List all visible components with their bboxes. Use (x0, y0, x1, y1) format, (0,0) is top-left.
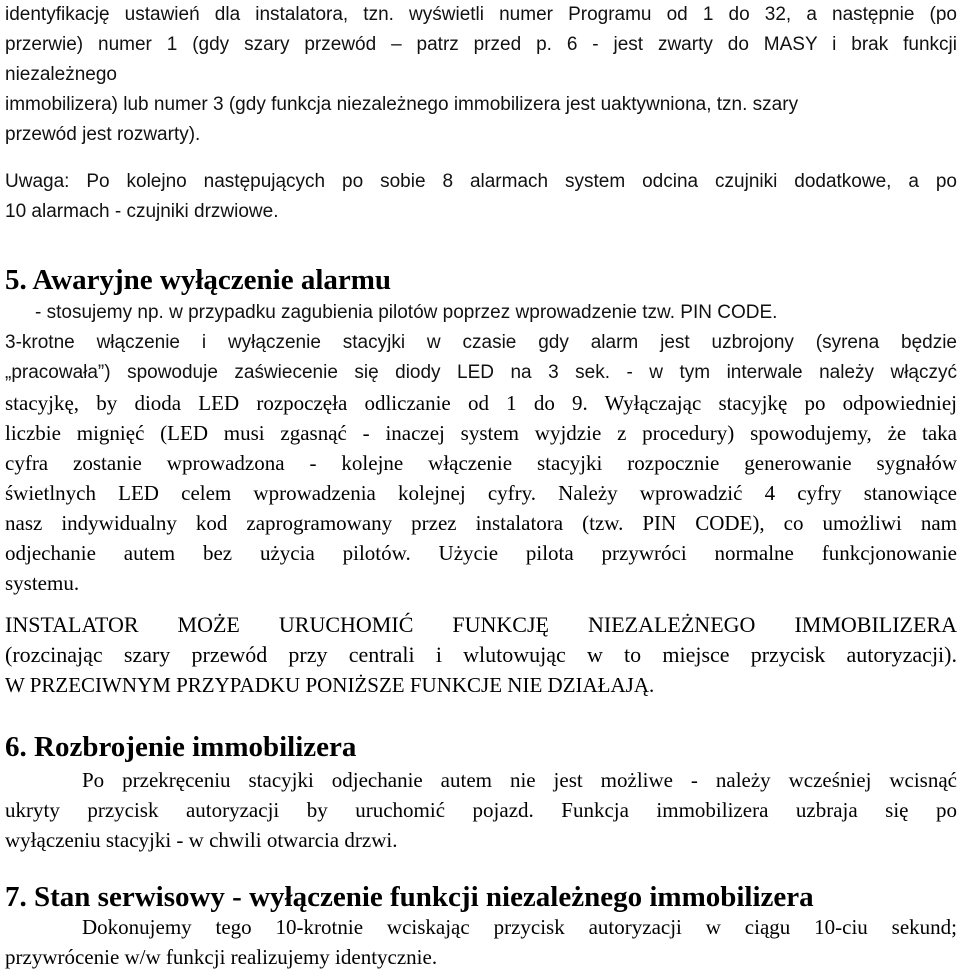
section-5-line-5: liczbie mignięć (LED musi zgasnąć - inaczej system wyjdzie z procedury) spowodujemy, że taka (5, 421, 957, 445)
warning-note (5, 167, 957, 227)
section-5-line-7: świetlnych LED celem wprowadzenia kolejnej cyfry. Należy wprowadzić 4 cyfry stanowiące (5, 481, 957, 505)
intro-line-4: immobilizera) lub numer 3 (gdy funkcja niezależnego immobilizera jest uaktywniona, tzn. szary (5, 94, 799, 115)
section-5-line-6: cyfra zostanie wprowadzona - kolejne włączenie stacyjki rozpocznie generowanie sygnałów (5, 451, 957, 475)
section-6-line-1: Po przekręceniu stacyjki odjechanie autem nie jest możliwe - należy wcześniej wcisnąć (82, 768, 957, 792)
installer-note-line-2: (rozcinając szary przewód przy centrali i wlutowując w to miejsce przycisk autoryzacji). (5, 642, 957, 667)
section-5-heading: 5. Awaryjne wyłączenie alarmu (5, 264, 392, 296)
section-5-body (5, 298, 957, 598)
intro-line-1: identyfikację ustawień dla instalatora, tzn. wyświetli numer Programu od 1 do 32, a następnie (po (5, 4, 957, 25)
section-7-heading: 7. Stan serwisowy - wyłączenie funkcji niezależnego immobilizera (5, 881, 814, 913)
section-6 (5, 729, 957, 765)
section-7-line-2: przywrócenie w/w funkcji realizujemy identycznie. (5, 945, 438, 969)
section-5-line-10: systemu. (5, 571, 80, 595)
installer-note-line-3: W PRZECIWNYM PRZYPADKU PONIŻSZE FUNKCJE NIE DZIAŁAJĄ. (5, 673, 655, 697)
note-line-2: 10 alarmach - czujniki drzwiowe. (5, 201, 279, 222)
section-7-line-1: Dokonujemy tego 10-krotnie wciskając przycisk autoryzacji w ciągu 10-ciu sekund; (82, 915, 957, 939)
section-5-line-2: 3-krotne włączenie i wyłączenie stacyjki w czasie gdy alarm jest uzbrojony (syrena będzie (5, 332, 957, 353)
section-7 (5, 879, 957, 915)
section-5-line-8: nasz indywidualny kod zaprogramowany przez instalatora (tzw. PIN CODE), co umożliwi nam (5, 511, 957, 535)
section-6-line-2: ukryty przycisk autoryzacji by uruchomić pojazd. Funkcja immobilizera uzbraja się po (5, 798, 957, 822)
note-line-1: Uwaga: Po kolejno następujących po sobie 8 alarmach system odcina czujniki dodatkowe, a po (5, 171, 957, 192)
section-6-body (5, 765, 957, 855)
section-5-line-1: - stosujemy np. w przypadku zagubienia pilotów poprzez wprowadzenie tzw. PIN CODE. (35, 302, 778, 323)
intro-line-5: przewód jest rozwarty). (5, 124, 201, 145)
section-7-body (5, 912, 957, 972)
section-5 (5, 262, 957, 298)
section-6-line-3: wyłączeniu stacyjki - w chwili otwarcia drzwi. (5, 828, 398, 852)
section-5-line-9: odjechanie autem bez użycia pilotów. Użycie pilota przywróci normalne funkcjonowanie (5, 541, 957, 565)
intro-line-2: przerwie) numer 1 (gdy szary przewód – patrz przed p. 6 - jest zwarty do MASY i brak funkcji (5, 34, 957, 55)
installer-note-line-1: INSTALATOR MOŻE URUCHOMIĆ FUNKCJĘ NIEZALEŻNEGO IMMOBILIZERA (5, 612, 957, 637)
section-5-line-3: „pracowała”) spowoduje zaświecenie się diody LED na 3 sek. - w tym interwale należy włączyć (5, 362, 957, 383)
section-6-heading: 6. Rozbrojenie immobilizera (5, 731, 357, 763)
intro-paragraph (5, 0, 957, 150)
installer-note (5, 610, 957, 700)
intro-line-3: niezależnego (5, 64, 117, 85)
section-5-line-4: stacyjkę, by dioda LED rozpoczęła odliczanie od 1 do 9. Wyłączając stacyjkę po odpowiedniej (5, 391, 957, 415)
